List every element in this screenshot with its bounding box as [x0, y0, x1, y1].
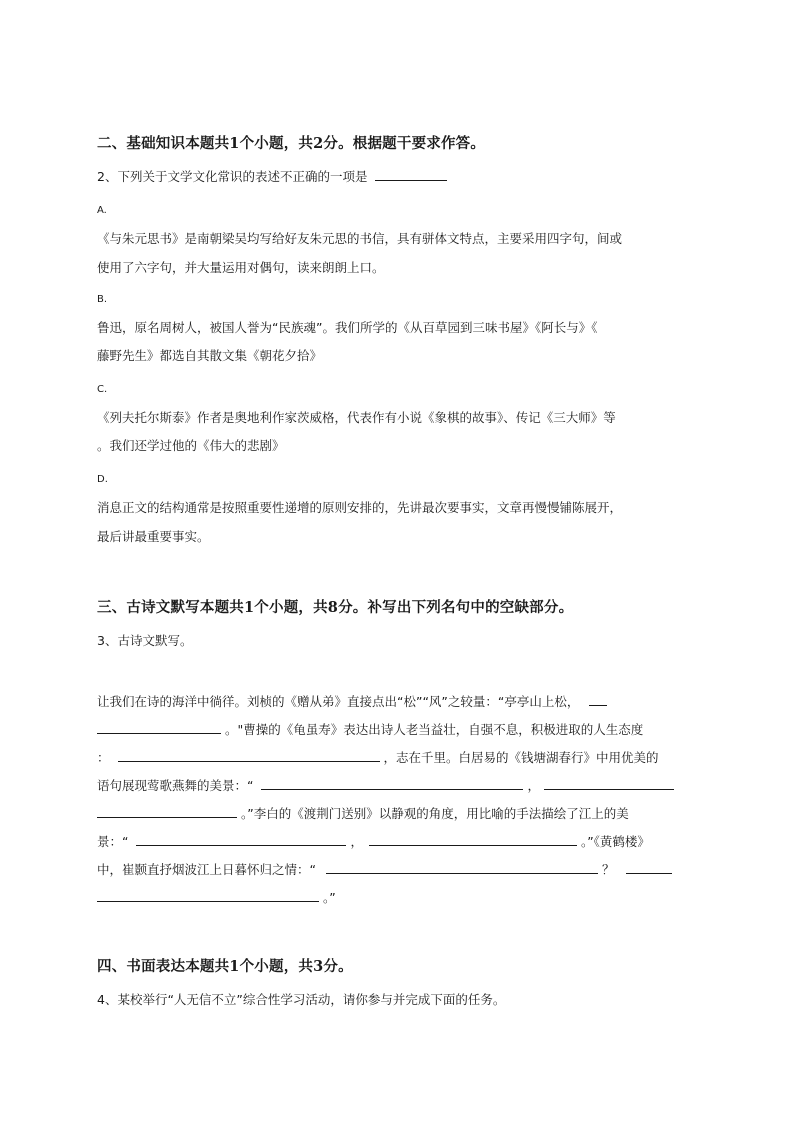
option-a-line-1: 《与朱元思书》是南朝梁吴均写给好友朱元思的书信，具有骈体文特点，主要采用四字句，间或: [97, 231, 623, 246]
answer-blank[interactable]: [375, 168, 447, 181]
answer-blank[interactable]: [97, 889, 319, 902]
answer-blank[interactable]: [544, 777, 674, 790]
passage-line-7: [97, 860, 672, 878]
option-b-line-2: 藤野先生》都选自其散文集《朝花夕拾》: [97, 348, 323, 363]
passage-text: ，: [350, 834, 363, 849]
passage-text: 。”李白的《渡荆门送别》以静观的角度，用比喻的手法描绘了江上的美: [240, 806, 629, 821]
passage-text: ：: [97, 750, 110, 765]
passage-text: 语句展现莺歌燕舞的美景：“: [97, 778, 254, 793]
passage-line-1: [97, 692, 607, 710]
answer-blank[interactable]: [589, 693, 607, 706]
option-b-label: B.: [97, 294, 108, 305]
passage-text: ？: [601, 862, 615, 877]
passage-line-4: [97, 776, 674, 794]
answer-blank[interactable]: [369, 833, 577, 846]
passage-text: 让我们在诗的海洋中徜徉。刘桢的《赠从弟》直接点出“松”“风”之较量：“亭亭山上松，: [97, 694, 580, 709]
passage-text: 。"曹操的《龟虽寿》表达出诗人老当益壮，自强不息，积极进取的人生态度: [224, 722, 644, 737]
option-a-line-2: 使用了六字句，并大量运用对偶句，读来朗朗上口。: [97, 260, 385, 275]
passage-text: 中，崔颢直抒烟波江上日暮怀归之情：“: [97, 862, 316, 877]
answer-blank[interactable]: [97, 721, 221, 734]
option-d-line-2: 最后讲最重要事实。: [97, 529, 210, 544]
passage-text: ，: [527, 778, 540, 793]
question-2-line: [97, 167, 447, 185]
section-2-heading: 二、基础知识本题共1个小题，共2分。根据题干要求作答。: [97, 135, 486, 152]
option-d-line-1: 消息正文的结构通常是按照重要性递增的原则安排的，先讲最次要事实，文章再慢慢铺陈展开，: [97, 500, 623, 515]
answer-blank[interactable]: [626, 861, 672, 874]
passage-line-6: [97, 832, 650, 850]
option-c-line-2: 。我们还学过他的《伟大的悲剧》: [97, 438, 285, 453]
passage-line-3: [97, 748, 659, 766]
answer-blank[interactable]: [118, 749, 380, 762]
answer-blank[interactable]: [261, 777, 523, 790]
answer-blank[interactable]: [97, 805, 237, 818]
answer-blank[interactable]: [326, 861, 598, 874]
section-3-heading: 三、古诗文默写本题共1个小题，共8分。补写出下列名句中的空缺部分。: [97, 599, 574, 616]
option-c-line-1: 《列夫托尔斯泰》作者是奥地利作家茨威格，代表作有小说《象棋的故事》、传记《三大师》等: [97, 410, 616, 425]
option-c-label: C.: [97, 384, 108, 395]
passage-text: 。”: [322, 890, 336, 905]
option-d-label: D.: [97, 474, 108, 485]
question-2-text: 2、下列关于文学文化常识的表述不正确的一项是: [97, 169, 368, 184]
passage-text: 景：“: [97, 834, 129, 849]
question-4-text: 4、某校举行“人无信不立”综合性学习活动，请你参与并完成下面的任务。: [97, 992, 506, 1007]
passage-text: ，志在千里。白居易的《钱塘湖春行》中用优美的: [383, 750, 659, 765]
passage-line-5: [97, 804, 629, 822]
answer-blank[interactable]: [136, 833, 346, 846]
passage-line-2: [97, 720, 643, 738]
passage-line-8: [97, 888, 336, 906]
section-4-heading: 四、书面表达本题共1个小题，共3分。: [97, 958, 353, 975]
passage-text: 。”《黄鹤楼》: [580, 834, 650, 849]
option-a-label: A.: [97, 205, 107, 216]
option-b-line-1: 鲁迅，原名周树人，被国人誉为“民族魂”。我们所学的《从百草园到三味书屋》《阿长与》《: [97, 320, 598, 335]
question-3-text: 3、古诗文默写。: [97, 633, 193, 648]
